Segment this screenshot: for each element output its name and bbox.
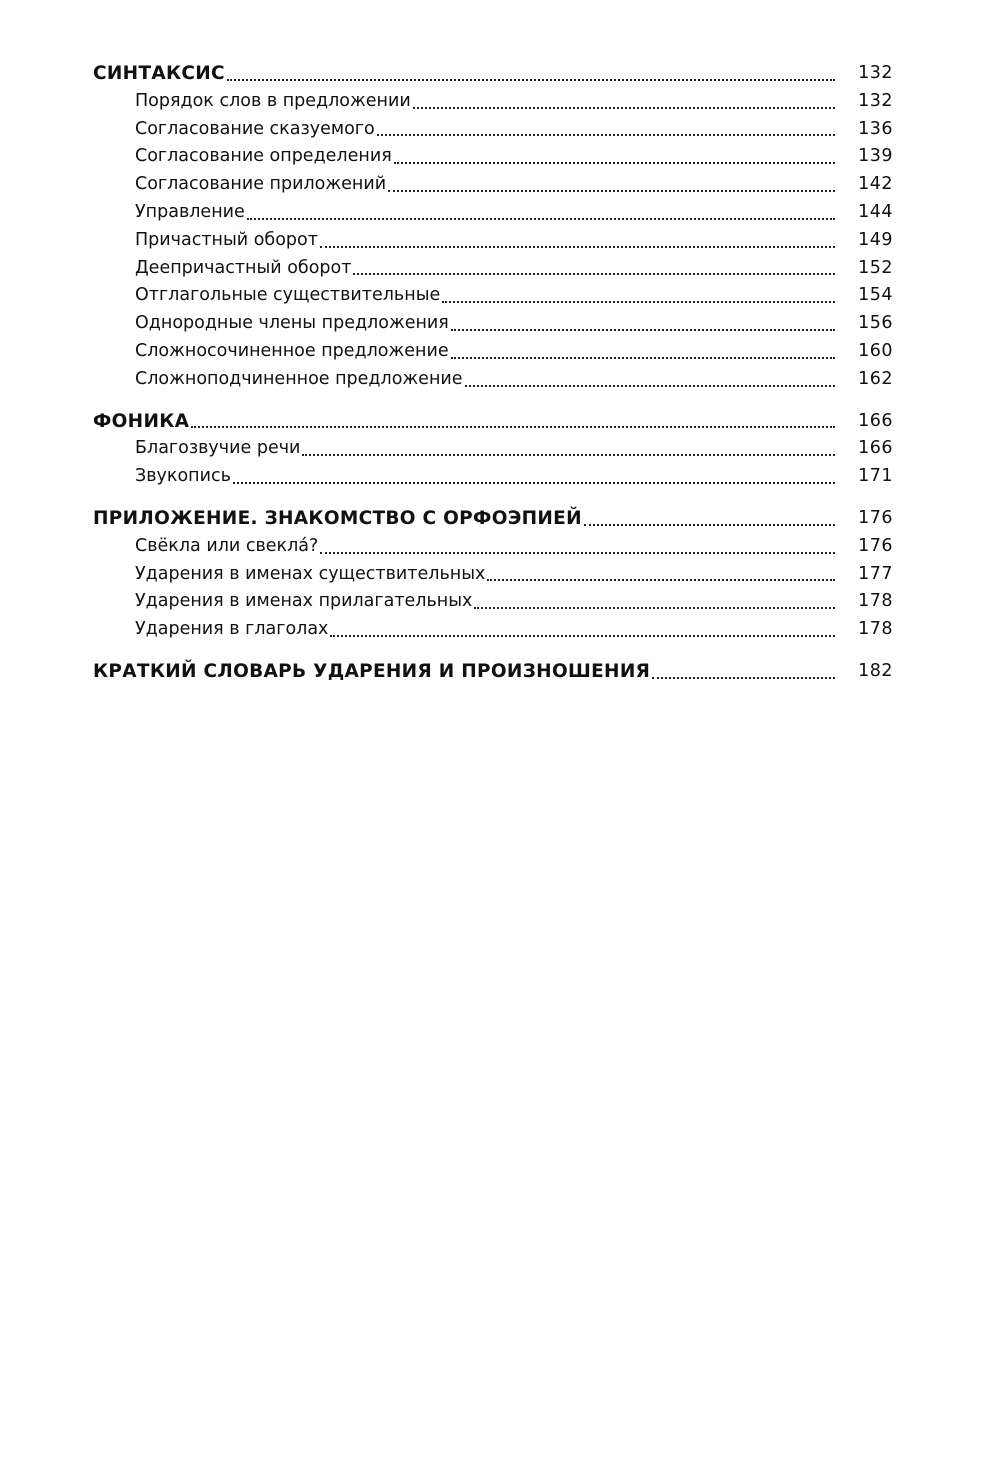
- toc-page-number: 149: [858, 229, 893, 250]
- toc-page-number: 142: [858, 174, 893, 195]
- toc-entry[interactable]: [93, 463, 893, 491]
- toc-page-number: 132: [858, 63, 893, 83]
- toc-page-number: 136: [858, 118, 893, 139]
- toc-heading-title: ФОНИКА: [93, 410, 190, 432]
- toc-entry[interactable]: [93, 366, 893, 394]
- toc-entry-title: Деепричастный оборот: [135, 257, 352, 278]
- dot-leader: [302, 435, 835, 463]
- toc-entry-title: Звукопись: [135, 466, 231, 487]
- toc-section-phonics: [93, 408, 893, 491]
- toc-entry-title: Согласование сказуемого: [135, 118, 375, 139]
- toc-page-number: 152: [858, 257, 893, 278]
- toc-page-number: 132: [858, 90, 893, 111]
- dot-leader: [330, 616, 835, 644]
- toc-page-number: 166: [858, 438, 893, 459]
- toc-entry-title: Управление: [135, 201, 245, 222]
- toc-entry[interactable]: [93, 588, 893, 616]
- dot-leader: [233, 463, 835, 491]
- toc-page-number: 182: [858, 660, 893, 681]
- toc-heading-title: КРАТКИЙ СЛОВАРЬ УДАРЕНИЯ И ПРОИЗНОШЕНИЯ: [93, 660, 651, 682]
- dot-leader: [474, 588, 835, 616]
- toc-entry-title: Ударения в именах существительных: [135, 563, 486, 584]
- toc-page-number: 166: [858, 410, 893, 431]
- toc-section-syntax: [93, 60, 893, 394]
- dot-leader: [320, 227, 835, 255]
- toc-entry[interactable]: [93, 533, 893, 561]
- toc-entry-title: Порядок слов в предложении: [135, 90, 411, 111]
- toc-heading[interactable]: [93, 408, 893, 436]
- toc-heading[interactable]: [93, 60, 893, 88]
- toc-page-number: 176: [858, 535, 893, 556]
- dot-leader: [442, 282, 835, 310]
- toc-page-number: 144: [858, 201, 893, 222]
- dot-leader: [451, 310, 835, 338]
- toc-entry-title: Ударения в именах прилагательных: [135, 591, 473, 612]
- toc-entry[interactable]: [93, 88, 893, 116]
- toc-entry[interactable]: [93, 561, 893, 589]
- toc-entry[interactable]: [93, 255, 893, 283]
- dot-leader: [227, 60, 835, 88]
- toc-section-dictionary: [93, 658, 893, 686]
- dot-leader: [584, 505, 835, 533]
- toc-entry[interactable]: [93, 616, 893, 644]
- dot-leader: [413, 88, 835, 116]
- dot-leader: [388, 171, 835, 199]
- dot-leader: [465, 366, 835, 394]
- toc-entry[interactable]: [93, 435, 893, 463]
- toc-entry-title: Причастный оборот: [135, 229, 318, 250]
- dot-leader: [353, 255, 835, 283]
- dot-leader: [652, 658, 835, 686]
- toc-page-number: 154: [858, 285, 893, 306]
- toc-entry[interactable]: [93, 171, 893, 199]
- toc-entry-title: Свёкла или свекла́?: [135, 535, 319, 556]
- toc-entry[interactable]: [93, 116, 893, 144]
- toc-entry-title: Сложносочиненное предложение: [135, 340, 449, 361]
- toc-entry-title: Согласование приложений: [135, 174, 387, 195]
- toc-entry[interactable]: [93, 282, 893, 310]
- dot-leader: [191, 408, 835, 436]
- toc-page-number: 160: [858, 340, 893, 361]
- toc-page-number: 171: [858, 466, 893, 487]
- toc-page-number: 177: [858, 563, 893, 584]
- toc-page-number: 178: [858, 619, 893, 640]
- toc-entry-title: Ударения в глаголах: [135, 619, 329, 640]
- toc-entry-title: Благозвучие речи: [135, 438, 301, 459]
- toc-entry[interactable]: [93, 143, 893, 171]
- dot-leader: [320, 533, 835, 561]
- toc-heading-title: ПРИЛОЖЕНИЕ. ЗНАКОМСТВО С ОРФОЭПИЕЙ: [93, 507, 582, 529]
- table-of-contents: [93, 60, 893, 700]
- dot-leader: [394, 143, 835, 171]
- dot-leader: [487, 561, 835, 589]
- toc-page-number: 156: [858, 313, 893, 334]
- toc-entry[interactable]: [93, 227, 893, 255]
- toc-entry-title: Сложноподчиненное предложение: [135, 368, 463, 389]
- toc-section-appendix: [93, 505, 893, 644]
- toc-entry-title: Однородные члены предложения: [135, 313, 449, 334]
- toc-page-number: 176: [858, 507, 893, 528]
- dot-leader: [451, 338, 835, 366]
- toc-heading-title: СИНТАКСИС: [93, 63, 225, 84]
- toc-page-number: 162: [858, 368, 893, 389]
- toc-heading[interactable]: [93, 658, 893, 686]
- toc-entry[interactable]: [93, 338, 893, 366]
- toc-entry[interactable]: [93, 310, 893, 338]
- dot-leader: [377, 116, 835, 144]
- toc-entry-title: Отглагольные существительные: [135, 285, 441, 306]
- toc-entry[interactable]: [93, 199, 893, 227]
- toc-page-number: 178: [858, 591, 893, 612]
- toc-entry-title: Согласование определения: [135, 146, 392, 167]
- dot-leader: [247, 199, 835, 227]
- toc-page-number: 139: [858, 146, 893, 167]
- toc-heading[interactable]: [93, 505, 893, 533]
